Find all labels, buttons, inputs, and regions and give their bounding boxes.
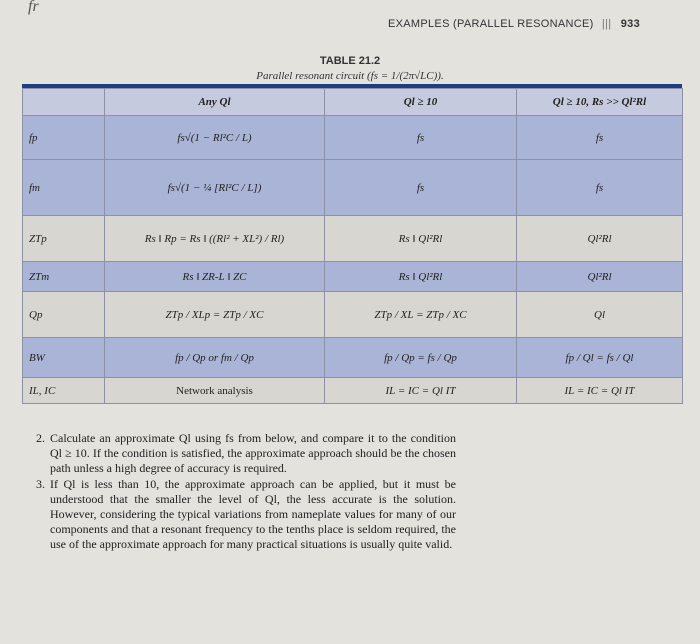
list-item [36,431,456,476]
cell-q-ge-10: IL = IC = Ql IT [325,378,517,404]
item-text: Calculate an approximate Ql using fs from below, and compare it to the condition Ql ≥ 10. If the condition is satisfied, the approximate approach should be the chosen path unless a high degree of accuracy is required. [50,431,456,475]
running-header [388,18,640,30]
row-label: fm [23,160,105,216]
header-separator: ||| [601,18,612,30]
cell-q-ge-10: Rs ‖ Ql²Rl [325,216,517,262]
table-row [23,116,683,160]
cell-q-ge-10: fp / Qp = fs / Qp [325,338,517,378]
cell-q-ge-10-rs: IL = IC = Ql IT [517,378,683,404]
row-label: ZTm [23,262,105,292]
header-title: EXAMPLES (PARALLEL RESONANCE) [388,18,594,30]
table-title: TABLE 21.2 [319,55,381,67]
table-header-row [23,89,683,116]
cell-q-ge-10-rs: Ql²Rl [517,216,683,262]
table-row [23,262,683,292]
cell-q-ge-10: fs [325,160,517,216]
corner-mark: fr [28,0,39,15]
cell-any-q: fs√(1 − ¼ [Rl²C / L]) [105,160,325,216]
table-row [23,378,683,404]
cell-q-ge-10: fs [325,116,517,160]
table-row [23,292,683,338]
item-number: 3. [36,477,45,491]
row-label: ZTp [23,216,105,262]
col-header-any-q: Any Ql [105,89,325,116]
cell-q-ge-10-rs: fs [517,160,683,216]
cell-any-q: Rs ‖ ZR-L ‖ ZC [105,262,325,292]
col-header-q-ge-10: Ql ≥ 10 [325,89,517,116]
page-number: 933 [620,18,641,30]
cell-q-ge-10-rs: Ql²Rl [517,262,683,292]
cell-any-q: fs√(1 − Rl²C / L) [105,116,325,160]
cell-any-q: Rs ‖ Rp = Rs ‖ ((Rl² + XL²) / Rl) [105,216,325,262]
col-header-label [23,89,105,116]
table-row [23,338,683,378]
table-row [23,160,683,216]
cell-q-ge-10-rs: fp / Ql = fs / Ql [517,338,683,378]
cell-q-ge-10: Rs ‖ Ql²Rl [325,262,517,292]
col-header-q-ge-10-rs: Ql ≥ 10, Rs >> Ql²Rl [517,89,683,116]
list-item [36,477,456,552]
item-number: 2. [36,431,45,445]
cell-q-ge-10: ZTp / XL = ZTp / XC [325,292,517,338]
cell-q-ge-10-rs: fs [517,116,683,160]
cell-any-q: Network analysis [105,378,325,404]
item-text: If Ql is less than 10, the approximate approach can be applied, but it must be understood that the smaller the level of Ql, the less accurate is the solution. However, considering the typical variations from nameplate values for many of our components and that a resonant frequency to the tenths place is seldom required, the use of the approximate approach for many practical situations is usually quite valid. [50,477,456,551]
cell-any-q: fp / Qp or fm / Qp [105,338,325,378]
row-label: fp [23,116,105,160]
row-label: IL, IC [23,378,105,404]
row-label: BW [23,338,105,378]
body-text [36,431,456,553]
table-subtitle: Parallel resonant circuit (fs = 1/(2π√LC)). [256,70,444,82]
cell-q-ge-10-rs: Ql [517,292,683,338]
row-label: Qp [23,292,105,338]
resonance-table [22,88,683,404]
table-row [23,216,683,262]
cell-any-q: ZTp / XLp = ZTp / XC [105,292,325,338]
